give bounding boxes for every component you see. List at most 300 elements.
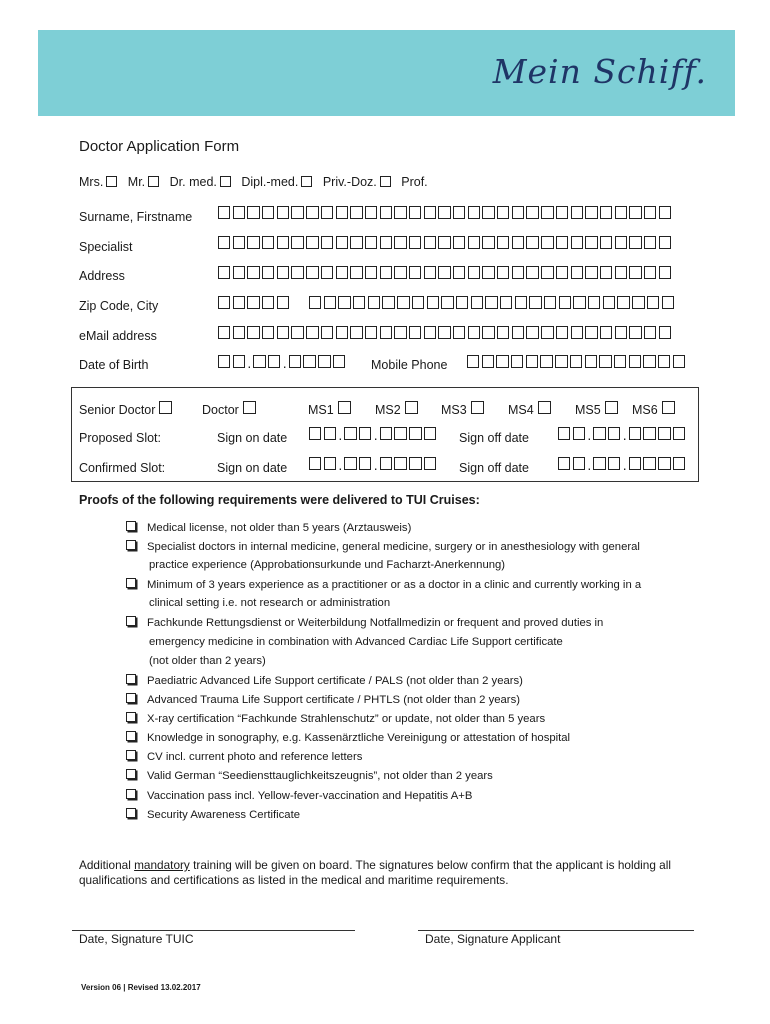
char-box[interactable] — [482, 326, 494, 339]
mandatory-training-note: Additional mandatory training will be given on board. The signatures below confirm that the applicant is holding all qualifications and certifications as listed in the medical and maritime requirements. — [79, 858, 671, 887]
char-box[interactable] — [644, 206, 656, 219]
proposed-sign-off-label: Sign off date — [459, 431, 529, 445]
char-box[interactable] — [558, 457, 570, 470]
version-footer: Version 06 | Revised 13.02.2017 — [81, 983, 201, 992]
char-box[interactable] — [382, 296, 394, 309]
dob-boxes[interactable] — [218, 355, 348, 371]
char-box[interactable] — [588, 296, 600, 309]
checkbox-ms1[interactable] — [338, 401, 351, 414]
date-separator: . — [622, 427, 627, 443]
char-box[interactable] — [427, 296, 439, 309]
char-box[interactable] — [438, 326, 450, 339]
char-box[interactable] — [333, 355, 345, 368]
char-box[interactable] — [291, 206, 303, 219]
char-box[interactable] — [497, 206, 509, 219]
signature-label-tuic: Date, Signature TUIC — [79, 932, 194, 946]
char-box[interactable] — [570, 355, 582, 368]
char-box[interactable] — [468, 206, 480, 219]
specialist-label: Specialist — [79, 240, 133, 254]
checkbox-doctor[interactable] — [243, 401, 256, 414]
char-box[interactable] — [318, 355, 330, 368]
char-box[interactable] — [253, 355, 265, 368]
email-label: eMail address — [79, 329, 157, 343]
requirements-heading: Proofs of the following requirements were delivered to TUI Cruises: — [79, 493, 480, 507]
char-box[interactable] — [673, 355, 685, 368]
char-box[interactable] — [512, 266, 524, 279]
email-boxes[interactable] — [218, 326, 673, 339]
char-box[interactable] — [673, 457, 685, 470]
confirmed-sign-on-boxes[interactable] — [309, 457, 439, 473]
char-box[interactable] — [247, 326, 259, 339]
char-box[interactable] — [573, 296, 585, 309]
char-box[interactable] — [571, 326, 583, 339]
requirement-checkbox[interactable] — [126, 712, 136, 722]
char-box[interactable] — [541, 206, 553, 219]
char-box[interactable] — [453, 236, 465, 249]
char-box[interactable] — [585, 266, 597, 279]
char-box[interactable] — [344, 457, 356, 470]
requirement-item: Specialist doctors in internal medicine, general medicine, surgery or in anesthesiology with general — [126, 540, 640, 553]
char-box[interactable] — [482, 355, 494, 368]
mein-schiff-logo: Mein Schiff. — [492, 52, 707, 91]
char-box[interactable] — [467, 355, 479, 368]
char-box[interactable] — [424, 427, 436, 440]
char-box[interactable] — [629, 355, 641, 368]
char-box[interactable] — [218, 296, 230, 309]
char-box[interactable] — [659, 236, 671, 249]
requirement-item: Fachkunde Rettungsdienst or Weiterbildung Notfallmedizin or frequent and proved duties in — [126, 616, 603, 629]
char-box[interactable] — [593, 457, 605, 470]
char-box[interactable] — [262, 296, 274, 309]
date-separator: . — [587, 427, 592, 443]
char-box[interactable] — [615, 266, 627, 279]
requirement-continuation: practice experience (Approbationsurkunde und Facharzt-Anerkennung) — [149, 559, 506, 571]
char-box[interactable] — [512, 206, 524, 219]
checkbox-dr-med[interactable] — [220, 176, 231, 187]
char-box[interactable] — [497, 236, 509, 249]
char-box[interactable] — [247, 266, 259, 279]
char-box[interactable] — [306, 236, 318, 249]
senior-doctor-option: Senior Doctor — [79, 401, 172, 417]
char-box[interactable] — [658, 427, 670, 440]
date-separator: . — [587, 457, 592, 473]
date-separator: . — [338, 457, 343, 473]
surname-boxes[interactable] — [218, 206, 673, 219]
date-separator: . — [282, 355, 287, 371]
char-box[interactable] — [629, 326, 641, 339]
char-box[interactable] — [277, 236, 289, 249]
char-box[interactable] — [291, 236, 303, 249]
char-box[interactable] — [262, 326, 274, 339]
requirement-item: Knowledge in sonography, e.g. Kassenärztliche Vereinigung or attestation of hospital — [126, 731, 570, 744]
char-box[interactable] — [600, 206, 612, 219]
char-box[interactable] — [571, 236, 583, 249]
form-title: Doctor Application Form — [79, 138, 240, 155]
char-box[interactable] — [247, 206, 259, 219]
char-box[interactable] — [365, 326, 377, 339]
char-box[interactable] — [409, 326, 421, 339]
char-box[interactable] — [541, 266, 553, 279]
char-box[interactable] — [262, 206, 274, 219]
char-box[interactable] — [359, 427, 371, 440]
char-box[interactable] — [233, 355, 245, 368]
salutation-options: Mrs. Mr. Dr. med. Dipl.-med. Priv.-Doz. Prof. — [79, 175, 428, 189]
char-box[interactable] — [485, 296, 497, 309]
char-box[interactable] — [424, 206, 436, 219]
char-box[interactable] — [380, 326, 392, 339]
char-box[interactable] — [380, 236, 392, 249]
char-box[interactable] — [344, 427, 356, 440]
surname-label: Surname, Firstname — [79, 210, 193, 224]
char-box[interactable] — [629, 457, 641, 470]
zip-city-label: Zip Code, City — [79, 299, 159, 313]
char-box[interactable] — [603, 296, 615, 309]
char-box[interactable] — [380, 266, 392, 279]
char-box[interactable] — [659, 206, 671, 219]
char-box[interactable] — [629, 206, 641, 219]
char-box[interactable] — [482, 206, 494, 219]
char-box[interactable] — [321, 326, 333, 339]
char-box[interactable] — [468, 266, 480, 279]
char-box[interactable] — [233, 236, 245, 249]
char-box[interactable] — [394, 206, 406, 219]
char-box[interactable] — [617, 296, 629, 309]
char-box[interactable] — [424, 266, 436, 279]
char-box[interactable] — [643, 427, 655, 440]
char-box[interactable] — [247, 296, 259, 309]
char-box[interactable] — [262, 236, 274, 249]
char-box[interactable] — [394, 236, 406, 249]
char-box[interactable] — [456, 296, 468, 309]
date-separator: . — [373, 427, 378, 443]
char-box[interactable] — [526, 206, 538, 219]
char-box[interactable] — [336, 326, 348, 339]
requirement-item: X-ray certification “Fachkunde Strahlenschutz” or update, not older than 5 years — [126, 712, 545, 725]
char-box[interactable] — [555, 355, 567, 368]
dob-label: Date of Birth — [79, 358, 149, 372]
char-box[interactable] — [409, 427, 421, 440]
char-box[interactable] — [662, 296, 674, 309]
char-box[interactable] — [496, 355, 508, 368]
checkbox-ms2[interactable] — [405, 401, 418, 414]
char-box[interactable] — [608, 427, 620, 440]
char-box[interactable] — [277, 266, 289, 279]
char-box[interactable] — [500, 296, 512, 309]
char-box[interactable] — [394, 427, 406, 440]
char-box[interactable] — [424, 457, 436, 470]
checkbox-mr[interactable] — [148, 176, 159, 187]
char-box[interactable] — [321, 206, 333, 219]
char-box[interactable] — [353, 296, 365, 309]
checkbox-priv-doz[interactable] — [380, 176, 391, 187]
requirement-checkbox[interactable] — [126, 616, 136, 626]
checkbox-senior-doctor[interactable] — [159, 401, 172, 414]
requirement-item: Minimum of 3 years experience as a practitioner or as a doctor in a clinic and currently working in a — [126, 578, 641, 591]
char-box[interactable] — [541, 326, 553, 339]
char-box[interactable] — [233, 206, 245, 219]
requirement-checkbox[interactable] — [126, 769, 136, 779]
char-box[interactable] — [526, 326, 538, 339]
char-box[interactable] — [291, 266, 303, 279]
requirement-checkbox[interactable] — [126, 808, 136, 818]
char-box[interactable] — [380, 427, 392, 440]
char-box[interactable] — [233, 296, 245, 309]
char-box[interactable] — [614, 355, 626, 368]
ms6-option: MS6 — [632, 401, 675, 417]
char-box[interactable] — [515, 296, 527, 309]
confirmed-sign-on-label: Sign on date — [217, 461, 288, 475]
char-box[interactable] — [600, 326, 612, 339]
zip-boxes[interactable] — [218, 296, 291, 309]
char-box[interactable] — [309, 457, 321, 470]
char-box[interactable] — [644, 326, 656, 339]
requirement-item: Medical license, not older than 5 years (Arztausweis) — [126, 521, 411, 534]
char-box[interactable] — [394, 326, 406, 339]
char-box[interactable] — [262, 266, 274, 279]
char-box[interactable] — [409, 236, 421, 249]
char-box[interactable] — [600, 266, 612, 279]
char-box[interactable] — [336, 266, 348, 279]
char-box[interactable] — [497, 266, 509, 279]
ms5-option: MS5 — [575, 401, 618, 417]
char-box[interactable] — [526, 236, 538, 249]
char-box[interactable] — [324, 427, 336, 440]
char-box[interactable] — [658, 457, 670, 470]
char-box[interactable] — [291, 326, 303, 339]
signature-line-tuic[interactable] — [72, 930, 355, 931]
char-box[interactable] — [556, 326, 568, 339]
ms3-option: MS3 — [441, 401, 484, 417]
address-boxes[interactable] — [218, 266, 673, 279]
doctor-option: Doctor — [202, 401, 256, 417]
checkbox-ms5[interactable] — [605, 401, 618, 414]
char-box[interactable] — [309, 296, 321, 309]
char-box[interactable] — [306, 266, 318, 279]
requirement-checkbox[interactable] — [126, 521, 136, 531]
char-box[interactable] — [368, 296, 380, 309]
char-box[interactable] — [350, 236, 362, 249]
char-box[interactable] — [218, 266, 230, 279]
char-box[interactable] — [306, 206, 318, 219]
char-box[interactable] — [529, 296, 541, 309]
char-box[interactable] — [336, 236, 348, 249]
char-box[interactable] — [556, 236, 568, 249]
char-box[interactable] — [453, 326, 465, 339]
char-box[interactable] — [277, 206, 289, 219]
char-box[interactable] — [541, 236, 553, 249]
char-box[interactable] — [643, 355, 655, 368]
requirement-item: Advanced Trauma Life Support certificate / PHTLS (not older than 2 years) — [126, 693, 520, 706]
char-box[interactable] — [615, 206, 627, 219]
char-box[interactable] — [324, 296, 336, 309]
char-box[interactable] — [289, 355, 301, 368]
char-box[interactable] — [409, 266, 421, 279]
confirmed-slot-label: Confirmed Slot: — [79, 461, 166, 475]
char-box[interactable] — [268, 355, 280, 368]
char-box[interactable] — [438, 236, 450, 249]
requirement-item: Valid German “Seediensttauglichkeitszeugnis”, not older than 2 years — [126, 769, 493, 782]
specialist-boxes[interactable] — [218, 236, 673, 249]
char-box[interactable] — [673, 427, 685, 440]
char-box[interactable] — [556, 206, 568, 219]
char-box[interactable] — [412, 296, 424, 309]
char-box[interactable] — [350, 206, 362, 219]
char-box[interactable] — [629, 427, 641, 440]
signature-line-applicant[interactable] — [418, 930, 694, 931]
date-separator: . — [373, 457, 378, 473]
char-box[interactable] — [497, 326, 509, 339]
char-box[interactable] — [644, 236, 656, 249]
char-box[interactable] — [608, 457, 620, 470]
char-box[interactable] — [277, 296, 289, 309]
char-box[interactable] — [218, 236, 230, 249]
mobile-label: Mobile Phone — [371, 358, 448, 372]
confirmed-sign-off-boxes[interactable] — [558, 457, 688, 473]
char-box[interactable] — [309, 427, 321, 440]
proposed-sign-off-boxes[interactable] — [558, 427, 688, 443]
checkbox-ms4[interactable] — [538, 401, 551, 414]
char-box[interactable] — [397, 296, 409, 309]
char-box[interactable] — [380, 457, 392, 470]
char-box[interactable] — [409, 206, 421, 219]
char-box[interactable] — [629, 236, 641, 249]
char-box[interactable] — [526, 266, 538, 279]
char-box[interactable] — [599, 355, 611, 368]
char-box[interactable] — [441, 296, 453, 309]
requirement-continuation: emergency medicine in combination with Advanced Cardiac Life Support certificate — [149, 636, 563, 648]
char-box[interactable] — [394, 457, 406, 470]
char-box[interactable] — [438, 266, 450, 279]
char-box[interactable] — [394, 266, 406, 279]
char-box[interactable] — [233, 266, 245, 279]
char-box[interactable] — [585, 236, 597, 249]
char-box[interactable] — [453, 206, 465, 219]
char-box[interactable] — [593, 427, 605, 440]
checkbox-dipl-med[interactable] — [301, 176, 312, 187]
requirement-checkbox[interactable] — [126, 540, 136, 550]
requirement-checkbox[interactable] — [126, 674, 136, 684]
char-box[interactable] — [526, 355, 538, 368]
char-box[interactable] — [350, 326, 362, 339]
ms1-option: MS1 — [308, 401, 351, 417]
requirement-item: Security Awareness Certificate — [126, 808, 300, 821]
char-box[interactable] — [544, 296, 556, 309]
char-box[interactable] — [365, 206, 377, 219]
char-box[interactable] — [303, 355, 315, 368]
char-box[interactable] — [471, 296, 483, 309]
checkbox-ms3[interactable] — [471, 401, 484, 414]
char-box[interactable] — [409, 457, 421, 470]
char-box[interactable] — [615, 326, 627, 339]
char-box[interactable] — [511, 355, 523, 368]
char-box[interactable] — [321, 236, 333, 249]
char-box[interactable] — [338, 296, 350, 309]
char-box[interactable] — [324, 457, 336, 470]
requirement-item: CV incl. current photo and reference letters — [126, 750, 362, 763]
char-box[interactable] — [600, 236, 612, 249]
char-box[interactable] — [365, 236, 377, 249]
requirement-checkbox[interactable] — [126, 731, 136, 741]
char-box[interactable] — [559, 296, 571, 309]
char-box[interactable] — [218, 206, 230, 219]
date-separator: . — [622, 457, 627, 473]
char-box[interactable] — [277, 326, 289, 339]
requirement-continuation: (not older than 2 years) — [149, 655, 266, 667]
date-separator: . — [247, 355, 252, 371]
confirmed-sign-off-label: Sign off date — [459, 461, 529, 475]
char-box[interactable] — [615, 236, 627, 249]
requirement-checkbox[interactable] — [126, 693, 136, 703]
char-box[interactable] — [233, 326, 245, 339]
char-box[interactable] — [365, 266, 377, 279]
char-box[interactable] — [647, 296, 659, 309]
requirement-item: Vaccination pass incl. Yellow-fever-vaccination and Hepatitis A+B — [126, 789, 472, 802]
char-box[interactable] — [336, 206, 348, 219]
checkbox-mrs[interactable] — [106, 176, 117, 187]
char-box[interactable] — [644, 266, 656, 279]
char-box[interactable] — [659, 266, 671, 279]
char-box[interactable] — [247, 236, 259, 249]
requirement-item: Paediatric Advanced Life Support certificate / PALS (not older than 2 years) — [126, 674, 523, 687]
char-box[interactable] — [585, 326, 597, 339]
char-box[interactable] — [556, 266, 568, 279]
char-box[interactable] — [306, 326, 318, 339]
char-box[interactable] — [573, 427, 585, 440]
char-box[interactable] — [350, 266, 362, 279]
char-box[interactable] — [482, 236, 494, 249]
char-box[interactable] — [453, 266, 465, 279]
char-box[interactable] — [512, 236, 524, 249]
char-box[interactable] — [424, 326, 436, 339]
char-box[interactable] — [632, 296, 644, 309]
char-box[interactable] — [321, 266, 333, 279]
char-box[interactable] — [558, 427, 570, 440]
char-box[interactable] — [571, 266, 583, 279]
char-box[interactable] — [585, 206, 597, 219]
requirement-checkbox[interactable] — [126, 578, 136, 588]
char-box[interactable] — [643, 457, 655, 470]
char-box[interactable] — [659, 326, 671, 339]
char-box[interactable] — [468, 326, 480, 339]
char-box[interactable] — [218, 355, 230, 368]
char-box[interactable] — [629, 266, 641, 279]
char-box[interactable] — [424, 236, 436, 249]
proposed-sign-on-label: Sign on date — [217, 431, 288, 445]
char-box[interactable] — [512, 326, 524, 339]
requirement-checkbox[interactable] — [126, 750, 136, 760]
requirement-checkbox[interactable] — [126, 789, 136, 799]
checkbox-ms6[interactable] — [662, 401, 675, 414]
requirement-continuation: clinical setting i.e. not research or administration — [149, 597, 391, 609]
city-boxes[interactable] — [309, 296, 676, 309]
char-box[interactable] — [380, 206, 392, 219]
char-box[interactable] — [573, 457, 585, 470]
char-box[interactable] — [571, 206, 583, 219]
ms2-option: MS2 — [375, 401, 418, 417]
char-box[interactable] — [468, 236, 480, 249]
char-box[interactable] — [359, 457, 371, 470]
proposed-sign-on-boxes[interactable] — [309, 427, 439, 443]
char-box[interactable] — [585, 355, 597, 368]
char-box[interactable] — [658, 355, 670, 368]
proposed-slot-label: Proposed Slot: — [79, 431, 161, 445]
header-banner — [38, 30, 735, 116]
char-box[interactable] — [540, 355, 552, 368]
char-box[interactable] — [218, 326, 230, 339]
char-box[interactable] — [438, 206, 450, 219]
mobile-boxes[interactable] — [467, 355, 687, 368]
char-box[interactable] — [482, 266, 494, 279]
